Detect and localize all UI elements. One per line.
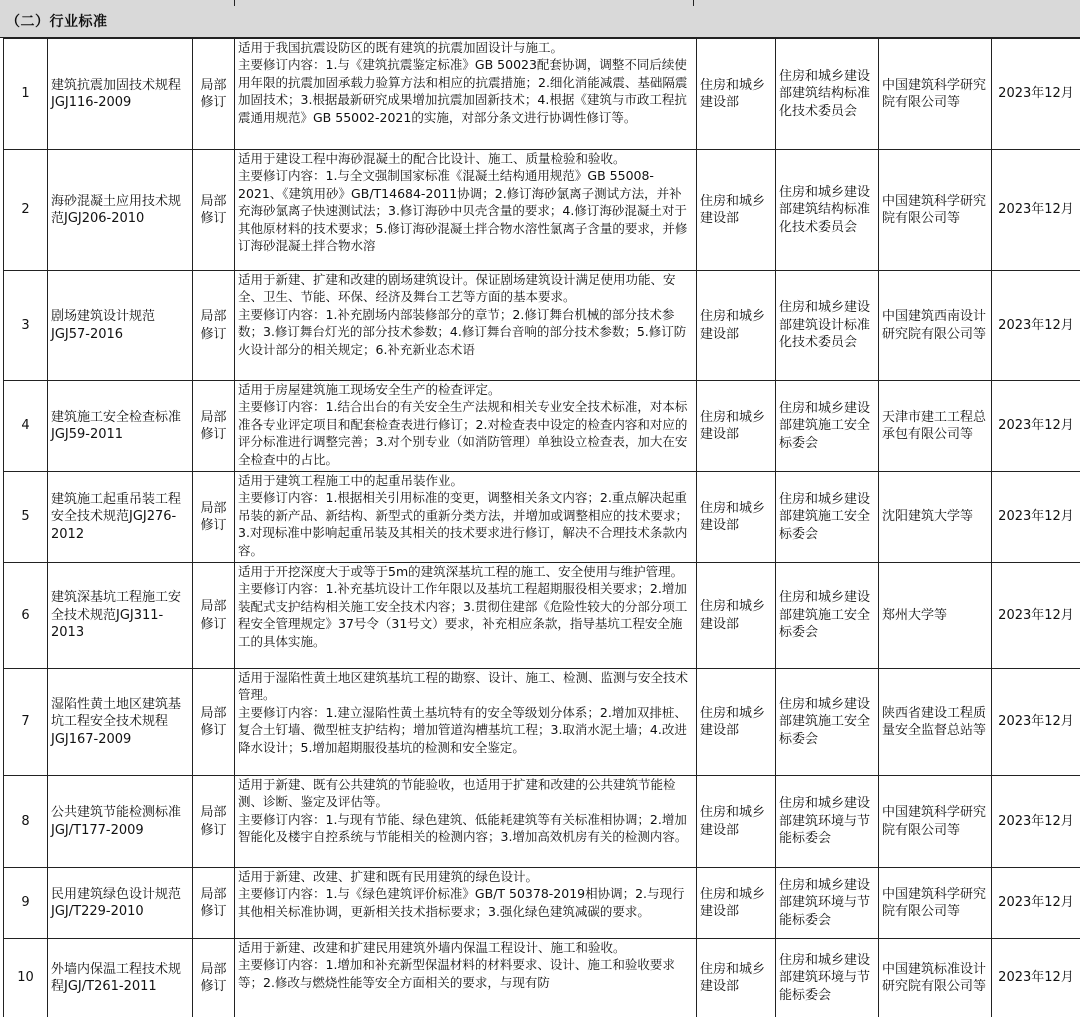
supervising-dept: 住房和城乡建设部: [697, 669, 776, 776]
revision-type: 局部修订: [193, 150, 235, 271]
row-index: 6: [4, 563, 48, 669]
supervising-dept: 住房和城乡建设部: [697, 776, 776, 868]
revision-type: 局部修订: [193, 381, 235, 472]
supervising-dept: 住房和城乡建设部: [697, 381, 776, 472]
row-index: 2: [4, 150, 48, 271]
revision-content-cell: [235, 472, 697, 563]
supervising-dept: 住房和城乡建设部: [697, 472, 776, 563]
standard-name: 剧场建筑设计规范JGJ57-2016: [48, 271, 193, 381]
drafting-organization: 中国建筑标准设计研究院有限公司等: [879, 939, 992, 1017]
drafting-organization: 中国建筑科学研究院有限公司等: [879, 776, 992, 868]
standard-name: 建筑深基坑工程施工安全技术规范JGJ311-2013: [48, 563, 193, 669]
drafting-organization: 中国建筑科学研究院有限公司等: [879, 868, 992, 939]
revision-content-cell: [235, 669, 697, 776]
supervising-dept: 住房和城乡建设部: [697, 868, 776, 939]
tech-committee: 住房和城乡建设部建筑施工安全标委会: [776, 472, 879, 563]
revision-content-text: 主要修订内容：1.与《绿色建筑评价标准》GB/T 50378-2019相协调；2.与现行其他相关标准协调，更新相关技术指标要求；3.强化绿色建筑减碳的要求。: [238, 886, 685, 919]
drafting-organization: 中国建筑科学研究院有限公司等: [879, 150, 992, 271]
section-header: [0, 0, 1080, 38]
completion-date: 2023年12月: [992, 939, 1080, 1017]
scope-text: 适用于房屋建筑施工现场安全生产的检查评定。: [238, 382, 501, 397]
revision-content-text: 主要修订内容：1.与《建筑抗震鉴定标准》GB 50023配套协调，调整不同后续使用年限的抗震加固承载力验算方法和相应的抗震措施；2.细化消能减震、基础隔震加固技术；3.根据最新研究成果增加抗震加固新技术；4.根据《建筑与市政工程抗震通用规范》GB 55002-2021的实施，对部分条文进行协调性修订等。: [238, 57, 688, 125]
tech-committee: 住房和城乡建设部建筑结构标准化技术委员会: [776, 39, 879, 150]
completion-date: 2023年12月: [992, 868, 1080, 939]
row-index: 9: [4, 868, 48, 939]
standard-name: 民用建筑绿色设计规范JGJ/T229-2010: [48, 868, 193, 939]
completion-date: 2023年12月: [992, 472, 1080, 563]
tech-committee: 住房和城乡建设部建筑施工安全标委会: [776, 669, 879, 776]
row-index: 1: [4, 39, 48, 150]
revision-content-text: 主要修订内容：1.与全文强制国家标准《混凝土结构通用规范》GB 55008-2021、《建筑用砂》GB/T14684-2011协调；2.修订海砂氯离子测试方法，并补充海砂氯离子快速测试法；3.修订海砂中贝壳含量的要求；4.修订海砂混凝土对于其他原材料的技术要求；5.修订海砂混凝土拌合物水溶性氯离子含量的要求，并修订海砂混凝土拌合物水溶: [238, 168, 688, 254]
supervising-dept: 住房和城乡建设部: [697, 939, 776, 1017]
supervising-dept: 住房和城乡建设部: [697, 39, 776, 150]
completion-date: 2023年12月: [992, 150, 1080, 271]
drafting-organization: 郑州大学等: [879, 563, 992, 669]
completion-date: 2023年12月: [992, 381, 1080, 472]
tech-committee: 住房和城乡建设部建筑施工安全标委会: [776, 563, 879, 669]
table-row: [4, 939, 1080, 1017]
drafting-organization: 中国建筑科学研究院有限公司等: [879, 39, 992, 150]
revision-content-cell: [235, 150, 697, 271]
revision-type: 局部修订: [193, 669, 235, 776]
scope-text: 适用于新建、改建、扩建和既有民用建筑的绿色设计。: [238, 869, 539, 884]
standard-name: 外墙内保温工程技术规程JGJ/T261-2011: [48, 939, 193, 1017]
standard-name: 海砂混凝土应用技术规范JGJ206-2010: [48, 150, 193, 271]
tech-committee: 住房和城乡建设部建筑环境与节能标委会: [776, 776, 879, 868]
revision-content-cell: [235, 563, 697, 669]
standard-name: 公共建筑节能检测标准JGJ/T177-2009: [48, 776, 193, 868]
table-row: [4, 472, 1080, 563]
revision-content-cell: [235, 39, 697, 150]
table-row: [4, 271, 1080, 381]
scope-text: 适用于建设工程中海砂混凝土的配合比设计、施工、质量检验和验收。: [238, 151, 626, 166]
table-row: [4, 776, 1080, 868]
row-index: 8: [4, 776, 48, 868]
scope-text: 适用于新建、改建和扩建民用建筑外墙内保温工程设计、施工和验收。: [238, 940, 626, 955]
row-index: 5: [4, 472, 48, 563]
tech-committee: 住房和城乡建设部建筑环境与节能标委会: [776, 868, 879, 939]
revision-content-text: 主要修订内容：1.增加和补充新型保温材料的材料要求、设计、施工和验收要求等；2.修改与燃烧性能等安全方面相关的要求，与现有防: [238, 957, 675, 990]
revision-content-text: 主要修订内容：1.结合出台的有关安全生产法规和相关专业安全技术标准，对本标准各专业评定项目和配套检查表进行修订；2.对检查表中设定的检查内容和对应的评分标准进行调整完善；3.对个别专业（如消防管理）单独设立检查表，加大在安全检查中的占比。: [238, 399, 688, 467]
standard-name: 建筑抗震加固技术规程JGJ116-2009: [48, 39, 193, 150]
table-row: [4, 868, 1080, 939]
section-title: （二）行业标准: [6, 14, 108, 30]
drafting-organization: 陕西省建设工程质量安全监督总站等: [879, 669, 992, 776]
completion-date: 2023年12月: [992, 39, 1080, 150]
revision-content-text: 主要修订内容：1.补充基坑设计工作年限以及基坑工程超期服役相关要求；2.增加装配式支护结构相关施工安全技术内容；3.贯彻住建部《危险性较大的分部分项工程安全管理规定》37号令（31号文）要求，补充相应条款，指导基坑工程安全施工的具体实施。: [238, 581, 688, 649]
completion-date: 2023年12月: [992, 271, 1080, 381]
supervising-dept: 住房和城乡建设部: [697, 271, 776, 381]
revision-content-cell: [235, 271, 697, 381]
supervising-dept: 住房和城乡建设部: [697, 563, 776, 669]
row-index: 3: [4, 271, 48, 381]
standard-name: 湿陷性黄土地区建筑基坑工程安全技术规程JGJ167-2009: [48, 669, 193, 776]
tech-committee: 住房和城乡建设部建筑设计标准化技术委员会: [776, 271, 879, 381]
scope-text: 适用于开挖深度大于或等于5m的建筑深基坑工程的施工、安全使用与维护管理。: [238, 564, 684, 579]
drafting-organization: 沈阳建筑大学等: [879, 472, 992, 563]
tech-committee: 住房和城乡建设部建筑环境与节能标委会: [776, 939, 879, 1017]
revision-type: 局部修订: [193, 868, 235, 939]
revision-type: 局部修订: [193, 563, 235, 669]
revision-type: 局部修订: [193, 39, 235, 150]
supervising-dept: 住房和城乡建设部: [697, 150, 776, 271]
revision-content-text: 主要修订内容：1.根据相关引用标准的变更，调整相关条文内容；2.重点解决起重吊装的新产品、新结构、新型式的重新分类方法，并增加或调整相应的技术要求；3.对现标准中影响起重吊装及其相关的技术要求进行修订，解决不合理技术条款内容。: [238, 490, 689, 558]
revision-type: 局部修订: [193, 271, 235, 381]
standards-table: [3, 38, 1080, 1017]
revision-content-cell: [235, 868, 697, 939]
scope-text: 适用于我国抗震设防区的既有建筑的抗震加固设计与施工。: [238, 40, 564, 55]
revision-content-text: 主要修订内容：1.建立湿陷性黄土基坑特有的安全等级划分体系；2.增加双排桩、复合土钉墙、微型桩支护结构；增加管道沟槽基坑工程；3.取消水泥土墙；4.改进降水设计；5.增加超期服役基坑的检测和安全鉴定。: [238, 704, 687, 755]
table-row: [4, 669, 1080, 776]
revision-content-text: 主要修订内容：1.与现有节能、绿色建筑、低能耗建筑等有关标准相协调；2.增加智能化及楼宇自控系统与节能相关的检测内容；3.增加高效机房有关的检测内容。: [238, 811, 688, 845]
table-row: [4, 39, 1080, 150]
tech-committee: 住房和城乡建设部建筑施工安全标委会: [776, 381, 879, 472]
tech-committee: 住房和城乡建设部建筑结构标准化技术委员会: [776, 150, 879, 271]
drafting-organization: 中国建筑西南设计研究院有限公司等: [879, 271, 992, 381]
revision-content-cell: [235, 381, 697, 472]
completion-date: 2023年12月: [992, 669, 1080, 776]
revision-type: 局部修订: [193, 776, 235, 868]
revision-type: 局部修订: [193, 939, 235, 1017]
scope-text: 适用于新建、扩建和改建的剧场建筑设计。保证剧场建筑设计满足使用功能、安全、卫生、节能、环保、经济及舞台工艺等方面的基本要求。: [238, 272, 676, 305]
revision-type: 局部修订: [193, 472, 235, 563]
drafting-organization: 天津市建工工程总承包有限公司等: [879, 381, 992, 472]
revision-content-cell: [235, 939, 697, 1017]
scope-text: 适用于新建、既有公共建筑的节能验收，也适用于扩建和改建的公共建筑节能检测、诊断、鉴定及评估等。: [238, 777, 676, 810]
standard-name: 建筑施工起重吊装工程安全技术规范JGJ276-2012: [48, 472, 193, 563]
table-row: [4, 381, 1080, 472]
row-index: 4: [4, 381, 48, 472]
completion-date: 2023年12月: [992, 563, 1080, 669]
revision-content-text: 主要修订内容：1.补充剧场内部装修部分的章节；2.修订舞台机械的部分技术参数；3.修订舞台灯光的部分技术参数；4.修订舞台音响的部分技术参数；5.修订防火设计部分的相关规定；6.补充新业态术语: [238, 306, 687, 357]
completion-date: 2023年12月: [992, 776, 1080, 868]
table-row: [4, 563, 1080, 669]
table-row: [4, 150, 1080, 271]
revision-content-cell: [235, 776, 697, 868]
standard-name: 建筑施工安全检查标准JGJ59-2011: [48, 381, 193, 472]
row-index: 10: [4, 939, 48, 1017]
row-index: 7: [4, 669, 48, 776]
scope-text: 适用于湿陷性黄土地区建筑基坑工程的勘察、设计、施工、检测、监测与安全技术管理。: [238, 670, 689, 703]
scope-text: 适用于建筑工程施工中的起重吊装作业。: [238, 473, 464, 488]
